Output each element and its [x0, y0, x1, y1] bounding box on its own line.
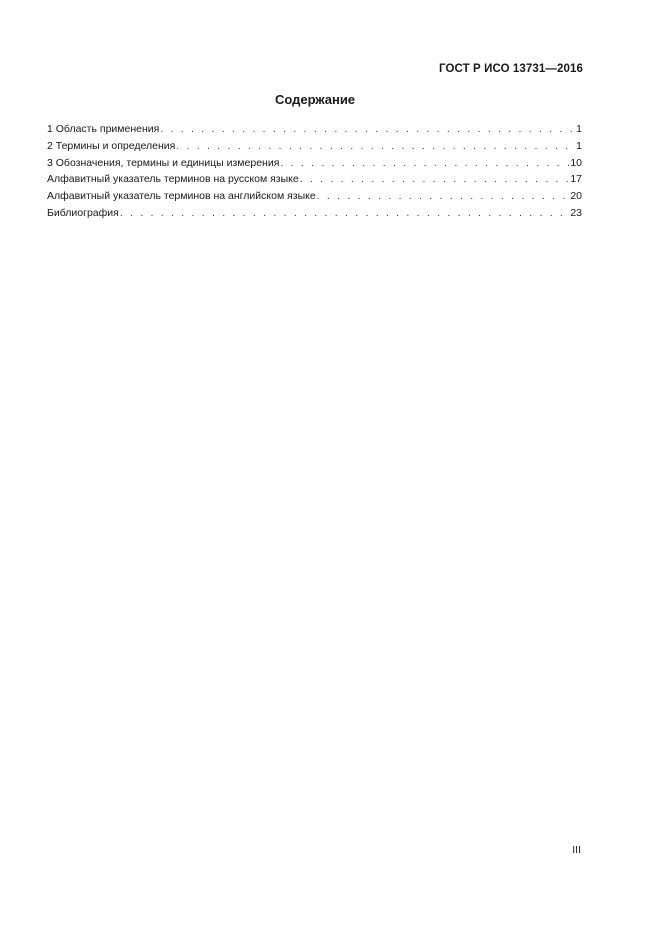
toc-entry-label: 1 Область применения	[47, 123, 160, 135]
toc-entry-label: Алфавитный указатель терминов на русском языке	[47, 173, 299, 186]
toc-entry-page: 23	[570, 206, 582, 219]
toc-entry-page: 1	[576, 123, 582, 135]
toc-entry-page: 20	[570, 190, 582, 203]
toc-dot-leader	[300, 171, 570, 188]
toc-entry-label: 3 Обозначения, термины и единицы измерения	[47, 156, 280, 169]
document-code: ГОСТ Р ИСО 13731—2016	[438, 63, 583, 75]
toc-entry-label: 2 Термины и определения	[47, 139, 176, 152]
toc-entry-label: Библиография	[47, 206, 119, 219]
toc-entry-page: 10	[570, 156, 582, 169]
toc-dot-leader	[120, 205, 569, 222]
toc-entry[interactable]	[47, 171, 582, 188]
toc-title: Содержание	[274, 92, 356, 107]
toc-dot-leader	[160, 121, 575, 138]
toc-dot-leader	[317, 188, 570, 205]
table-of-contents	[47, 121, 582, 222]
toc-entry[interactable]	[47, 121, 582, 138]
toc-entry[interactable]	[47, 155, 582, 172]
page-number: III	[572, 844, 581, 856]
toc-entry-label: Алфавитный указатель терминов на английском языке	[47, 190, 316, 203]
toc-entry[interactable]	[47, 205, 582, 222]
toc-entry-page: 17	[570, 173, 582, 186]
toc-entry[interactable]	[47, 188, 582, 205]
toc-entry-page: 1	[576, 139, 582, 152]
toc-entry[interactable]	[47, 138, 582, 155]
toc-dot-leader	[176, 138, 575, 155]
toc-dot-leader	[280, 155, 569, 172]
